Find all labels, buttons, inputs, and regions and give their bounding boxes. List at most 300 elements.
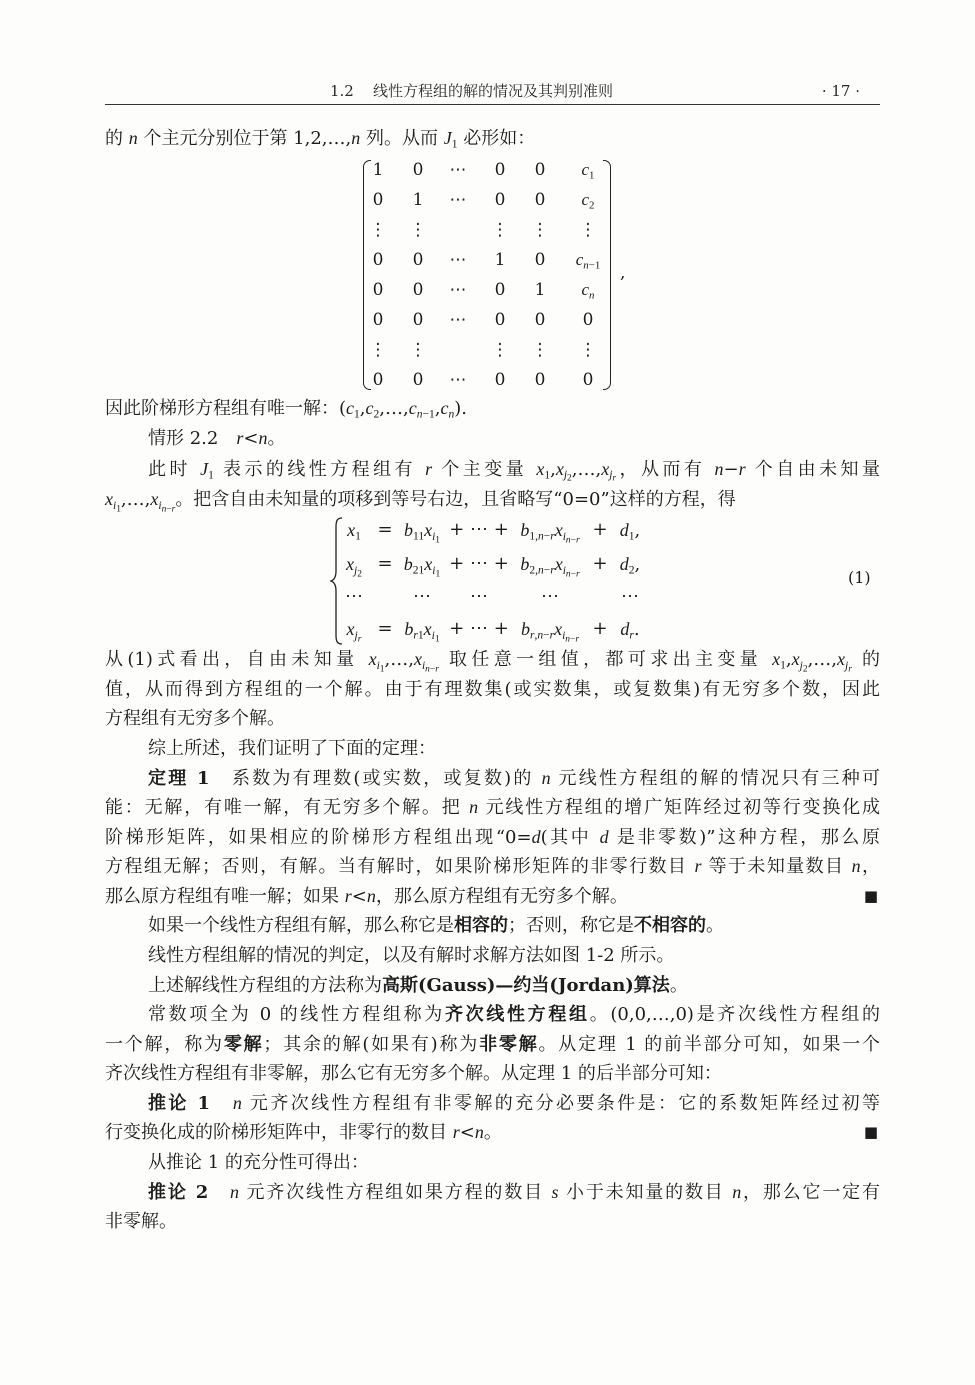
math-variable	[354, 564, 362, 580]
math-variable	[739, 459, 746, 480]
math-variable	[845, 659, 852, 675]
subscript	[562, 629, 580, 645]
text-run: 2	[589, 199, 595, 212]
equation-cell	[505, 515, 595, 546]
text-run: 从推论 1 的充分性可得出：	[148, 1152, 369, 1174]
text-run: ；否则，称它是	[508, 915, 634, 937]
text-run: ⋯	[449, 310, 467, 330]
text-run: 元线性方程组的解的情况只有三种可	[550, 767, 880, 789]
text-run: 列。从而	[360, 128, 444, 149]
equation-cell	[339, 582, 369, 612]
text-run: ).	[454, 397, 468, 419]
matrix-cell	[443, 155, 473, 185]
text-run: 0	[582, 310, 594, 330]
text-run: 常数项全为 0 的线性方程组称为	[148, 1004, 445, 1026]
bold-term: 定理 1	[148, 767, 210, 789]
text-run: 1	[379, 664, 385, 675]
text-run: −	[723, 458, 739, 480]
math-variable	[554, 554, 580, 580]
text-run: 个主变量	[432, 458, 537, 480]
math-symbol: c	[440, 397, 449, 418]
subscript	[562, 564, 580, 580]
math-variable	[129, 128, 138, 149]
matrix-cell	[485, 215, 515, 245]
matrix-cell	[403, 275, 433, 305]
math-symbol: j	[609, 469, 613, 482]
math-variable	[432, 564, 441, 580]
subscript	[413, 630, 423, 642]
text-run: 0	[534, 310, 546, 330]
math-variable	[620, 619, 633, 640]
math-symbol: i	[431, 629, 435, 642]
math-variable	[358, 634, 362, 644]
math-symbol: n	[537, 564, 544, 577]
text-run: 0	[534, 250, 546, 270]
math-symbol: d	[620, 619, 630, 639]
matrix-cell	[403, 365, 433, 395]
text-run: +	[592, 519, 608, 540]
matrix-row	[363, 155, 608, 185]
bold-term: 零解	[223, 1033, 264, 1055]
math-symbol: n	[565, 569, 571, 580]
text-run: 1	[628, 530, 635, 543]
math-symbol: x	[413, 649, 422, 670]
math-symbol: n	[537, 629, 544, 642]
matrix-cell	[443, 185, 473, 215]
text-run: ⋯	[449, 370, 467, 390]
math-variable	[520, 520, 554, 541]
text-run: 2	[357, 569, 362, 580]
body-paragraph-block	[105, 645, 880, 1237]
matrix-cell	[525, 245, 555, 275]
equation-cell	[396, 549, 448, 580]
text-line	[105, 454, 880, 485]
math-variable	[576, 569, 580, 579]
text-run: 那么原方程组有唯一解；如果	[105, 885, 345, 907]
text-run: 等于未知量数目	[701, 856, 852, 878]
text-run: ,…,	[807, 649, 838, 671]
matrix-cell	[485, 275, 515, 305]
math-symbol: j	[563, 469, 568, 482]
text-run: 0	[534, 160, 546, 180]
math-variable	[532, 827, 541, 848]
math-symbol: n	[448, 408, 455, 421]
equation-cell	[592, 614, 608, 644]
matrix-cell	[363, 245, 393, 275]
math-symbol: r	[848, 664, 852, 675]
math-variable	[600, 827, 609, 848]
text-run	[208, 1182, 230, 1203]
text-run: ⋮	[579, 340, 597, 360]
math-symbol: x	[772, 649, 781, 670]
text-run: 0	[494, 160, 506, 180]
bold-term: 不相容的	[634, 915, 706, 937]
equation-row	[330, 582, 660, 612]
math-symbol: n	[425, 664, 430, 675]
text-run: 0	[412, 370, 424, 390]
math-variable	[799, 659, 808, 675]
subscript	[799, 659, 808, 675]
math-variable	[520, 554, 554, 575]
equation-cell	[339, 614, 369, 645]
math-variable	[233, 1093, 242, 1114]
text-run: ⋮	[491, 220, 509, 240]
text-line	[105, 734, 880, 764]
text-run: 2	[567, 474, 572, 485]
text-line	[105, 1148, 880, 1178]
matrix-row	[363, 365, 608, 395]
bold-term: 高斯(Gauss)—约当(Jordan)算法	[382, 974, 670, 996]
matrix-cell	[403, 245, 433, 275]
math-symbol: r	[529, 629, 535, 642]
matrix-cell	[443, 245, 473, 275]
text-run: 。	[267, 428, 286, 450]
math-symbol: r	[344, 885, 352, 906]
text-run: ,	[785, 649, 792, 671]
math-variable	[576, 535, 580, 545]
math-symbol: x	[554, 619, 563, 639]
math-symbol: n	[732, 1181, 742, 1202]
math-variable	[346, 398, 360, 419]
text-run: ,	[550, 458, 556, 480]
text-run: 1	[780, 659, 786, 672]
math-symbol: r	[694, 856, 702, 877]
text-run: 0	[372, 310, 384, 330]
subscript	[431, 629, 440, 645]
text-run: −1	[422, 408, 435, 421]
math-symbol: x	[791, 649, 800, 670]
text-run: 1	[372, 160, 384, 180]
text-run: 。从定理 1 的前半部分可知，如果一个	[538, 1033, 881, 1055]
text-run: ⋮	[531, 340, 549, 360]
text-line	[105, 1000, 880, 1030]
math-symbol: n	[565, 535, 571, 546]
math-symbol: x	[554, 520, 563, 540]
text-run: 必形如：	[457, 128, 536, 149]
matrix-row	[363, 275, 608, 305]
text-line	[105, 1030, 880, 1060]
text-run: 一个解，称为	[105, 1033, 224, 1055]
math-symbol: b	[403, 520, 413, 540]
subscript	[354, 564, 362, 580]
text-run: 小于未知量的数目	[558, 1181, 733, 1203]
math-variable	[562, 629, 580, 645]
text-run: 21	[412, 564, 425, 577]
math-variable	[554, 520, 580, 546]
matrix-cell	[443, 365, 473, 395]
math-symbol: r	[575, 634, 580, 645]
math-variable	[852, 856, 861, 877]
math-variable	[563, 469, 572, 485]
subscript	[413, 531, 424, 543]
text-run: ⋯	[449, 280, 467, 300]
text-run: 个自由未知量	[745, 458, 880, 480]
text-run: −	[429, 664, 436, 675]
equation-row	[330, 614, 660, 644]
matrix-row	[363, 335, 608, 365]
text-run: 元齐次线性方程组如果方程的数目	[238, 1181, 552, 1203]
math-symbol: n	[128, 128, 138, 148]
math-symbol: i	[421, 659, 426, 672]
math-variable	[562, 530, 580, 546]
text-run: 。把含自由未知量的项移到等号右边，且省略写“0=0”这样的方程，得	[175, 489, 736, 511]
text-run: −1	[588, 259, 601, 272]
text-run: ⋯	[449, 190, 467, 210]
bold-term: 推论 1	[148, 1092, 210, 1114]
equation-row	[330, 549, 660, 579]
page-number: · 17 ·	[821, 82, 860, 100]
math-symbol: b	[403, 554, 413, 574]
text-run: 齐次线性方程组有非零解，那么它有无穷多个解。从定理 1 的后半部分可知：	[105, 1063, 722, 1085]
math-variable	[554, 619, 580, 645]
math-symbol: x	[554, 554, 563, 574]
math-symbol: i	[562, 564, 566, 577]
math-symbol: r	[435, 664, 439, 675]
equation-cell	[449, 515, 509, 545]
math-symbol: b	[520, 520, 530, 540]
text-line	[105, 1059, 880, 1089]
subscript	[413, 565, 425, 577]
math-symbol: j	[845, 659, 849, 672]
subscript	[566, 535, 580, 545]
text-run: ,…,	[571, 458, 602, 480]
intro-block	[105, 123, 880, 153]
matrix-cell	[363, 305, 393, 335]
math-symbol: r	[738, 458, 746, 479]
math-variable	[432, 530, 440, 546]
text-run: 。(0,0,…,0)是齐次线性方程组的	[589, 1004, 880, 1026]
subscript	[421, 659, 439, 675]
text-run: 。	[669, 974, 688, 996]
math-variable	[837, 649, 852, 675]
text-run: ,	[534, 629, 538, 642]
matrix-cell	[525, 335, 555, 365]
subscript	[354, 629, 362, 645]
text-run: 综上所述，我们证明了下面的定理：	[148, 737, 436, 759]
math-variable	[582, 160, 595, 180]
corollary-line	[105, 1118, 880, 1148]
corollary-line	[105, 1207, 880, 1237]
math-variable	[150, 489, 176, 515]
math-symbol: n	[366, 885, 376, 906]
text-run: −	[570, 569, 576, 580]
text-run: 。	[706, 915, 724, 937]
math-symbol: r	[550, 530, 555, 543]
bold-term: 推论 2	[148, 1181, 209, 1203]
subscript	[589, 169, 594, 181]
math-symbol: c	[365, 397, 374, 418]
text-run: ⋯	[449, 160, 467, 180]
math-variable	[555, 458, 572, 485]
text-run: 个主元分别位于第 1,2,…,	[137, 128, 352, 149]
text-line	[105, 645, 880, 675]
text-run: 0	[412, 280, 424, 300]
equation-cell	[505, 549, 595, 580]
matrix-cell	[443, 305, 473, 335]
text-line	[105, 675, 880, 705]
math-symbol: x	[346, 554, 355, 574]
math-variable	[346, 619, 362, 645]
math-symbol: j	[354, 564, 358, 577]
text-run: ⋯	[449, 250, 467, 270]
equation-cell	[610, 515, 650, 546]
matrix-cell	[570, 365, 606, 395]
math-symbol: s	[551, 1181, 559, 1202]
subscript	[432, 564, 441, 580]
math-variable	[475, 1122, 484, 1143]
equation-cell	[592, 549, 608, 579]
text-run: ⋮	[491, 340, 509, 360]
text-run: ⋮	[579, 220, 597, 240]
math-variable	[601, 458, 617, 485]
math-symbol: x	[601, 458, 610, 479]
text-run: ；其余的解(如果有)称为	[263, 1033, 480, 1055]
text-run: 0	[534, 190, 546, 210]
text-run: 1	[355, 530, 361, 543]
math-symbol: n	[565, 634, 571, 645]
math-variable	[444, 128, 458, 149]
equation-cell	[505, 582, 595, 612]
matrix-cell	[570, 275, 606, 305]
theorem-line	[105, 764, 880, 794]
equation-cell	[396, 582, 448, 612]
math-variable	[441, 398, 455, 419]
text-run: ,…,	[120, 489, 151, 511]
matrix-right-bracket	[603, 160, 611, 390]
math-variable	[521, 619, 554, 640]
math-symbol: n	[258, 428, 268, 449]
math-variable	[413, 649, 439, 675]
text-run: 0	[494, 280, 506, 300]
math-variable	[230, 1182, 239, 1203]
text-run: =	[377, 519, 393, 540]
equation-cell	[373, 515, 397, 545]
math-variable	[105, 489, 121, 515]
bold-term: 非零解	[479, 1033, 539, 1055]
math-variable	[542, 768, 551, 789]
math-symbol: c	[346, 397, 355, 418]
text-run: 0	[534, 370, 546, 390]
subscript	[845, 659, 852, 675]
math-variable	[582, 280, 595, 300]
text-run: 0	[412, 310, 424, 330]
matrix-cell	[570, 185, 606, 215]
text-run: 1	[435, 569, 441, 580]
math-symbol: n	[474, 1122, 484, 1143]
subscript	[113, 499, 121, 515]
math-symbol: x	[536, 458, 545, 479]
text-run: 1	[451, 138, 458, 151]
text-run: 能：无解，有唯一解，有无穷多个解。把	[105, 797, 470, 819]
math-symbol: j	[354, 629, 358, 642]
matrix-cell	[485, 245, 515, 275]
subscript	[158, 499, 176, 515]
text-run: −	[543, 629, 550, 642]
subscript	[529, 565, 554, 577]
math-variable	[366, 398, 380, 419]
math-variable	[424, 554, 441, 580]
text-run: ⋮	[369, 220, 387, 240]
text-run: 此时	[148, 458, 201, 480]
math-variable	[732, 1182, 741, 1203]
matrix-trailing-punctuation: ,	[620, 263, 626, 283]
text-run: 1	[534, 280, 546, 300]
math-variable	[536, 459, 550, 480]
subscript	[530, 630, 554, 642]
math-symbol: r	[612, 474, 617, 485]
text-run: +	[592, 553, 608, 574]
text-run: + ⋯ +	[449, 618, 509, 639]
subscript	[583, 259, 600, 271]
header-rule	[105, 104, 880, 105]
subscript	[376, 659, 385, 675]
text-line	[105, 123, 880, 153]
matrix-cell	[485, 335, 515, 365]
text-run: 0	[494, 310, 506, 330]
subscript	[562, 530, 580, 546]
math-symbol: x	[105, 489, 113, 510]
text-run: 0	[372, 370, 384, 390]
math-symbol: x	[423, 619, 432, 639]
math-symbol: r	[550, 564, 555, 577]
equation-cell	[449, 614, 509, 644]
text-run: ，从而有	[616, 458, 715, 480]
math-symbol: J	[443, 128, 452, 148]
math-symbol: n	[351, 128, 361, 148]
text-run: ，那么原方程组有无穷多个解。	[375, 885, 628, 907]
text-run: <	[243, 428, 259, 450]
math-variable	[404, 520, 424, 541]
text-run: 因此阶梯形方程组有唯一解：(	[105, 397, 347, 419]
matrix-row	[363, 215, 608, 245]
equation-cell	[396, 614, 448, 645]
matrix-row	[363, 305, 608, 335]
text-run: 0	[372, 250, 384, 270]
math-symbol: r	[452, 1122, 460, 1143]
math-symbol: n	[583, 259, 589, 272]
text-run: ⋯	[470, 586, 488, 607]
text-line	[105, 941, 880, 971]
text-run: ⋮	[409, 340, 427, 360]
equation-row	[330, 515, 660, 545]
math-symbol: x	[837, 649, 846, 670]
text-run: 从(1)式看出，自由未知量	[105, 649, 369, 671]
equation-cell	[373, 549, 397, 579]
text-run: 元线性方程组的增广矩阵经过初等行变换化成	[478, 797, 880, 819]
end-of-proof-mark: ■	[863, 886, 878, 905]
text-run: ,	[634, 520, 641, 541]
math-variable	[345, 886, 352, 907]
text-run: ⋯	[541, 586, 559, 607]
subscript	[162, 505, 176, 515]
math-symbol: x	[346, 619, 355, 639]
math-symbol: n	[232, 1092, 242, 1113]
math-symbol: x	[424, 554, 433, 574]
math-symbol: d	[599, 826, 609, 847]
text-run	[210, 1093, 233, 1114]
text-run: 11	[412, 530, 425, 543]
text-line	[105, 911, 880, 941]
math-symbol: n	[714, 458, 724, 479]
text-run: 2	[628, 564, 635, 577]
text-run: −	[570, 634, 576, 645]
subscript	[358, 634, 362, 644]
text-run: 1	[435, 535, 440, 546]
text-run: ，那么它一定有	[741, 1181, 880, 1203]
text-run: 1	[354, 408, 360, 421]
math-symbol: i	[376, 659, 380, 672]
equation-cell	[449, 582, 509, 612]
